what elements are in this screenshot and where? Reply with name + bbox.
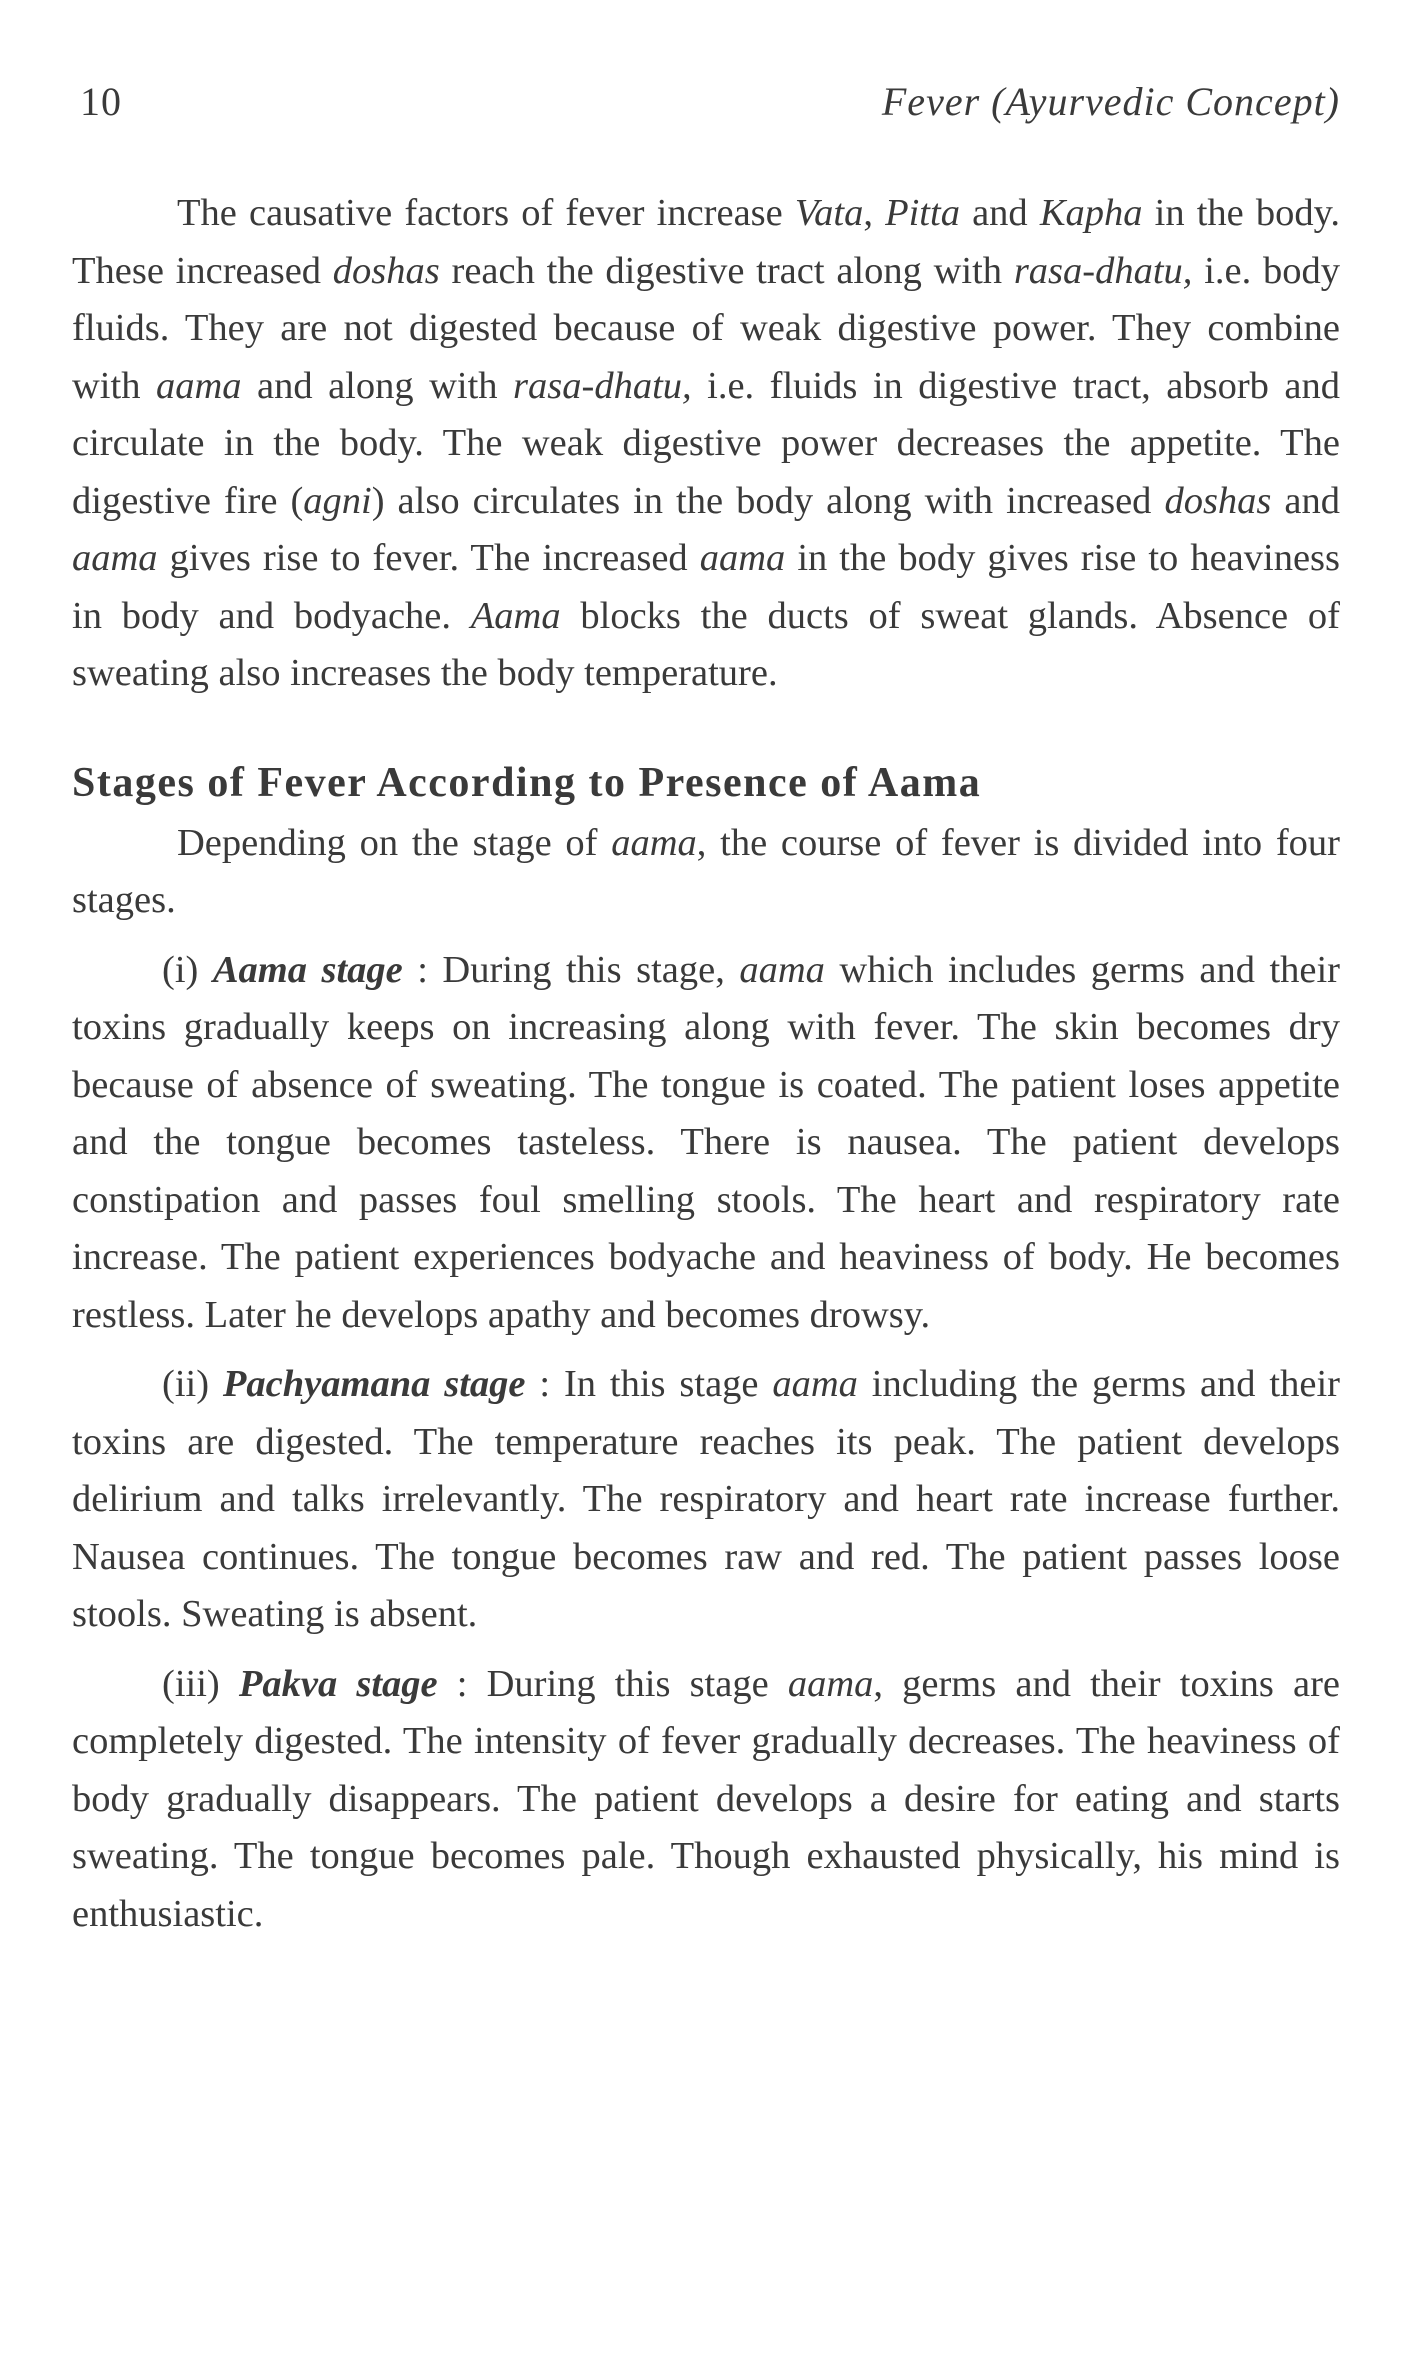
italic-term: agni [303,479,372,522]
text-run: , the course of fever is divided into four stages. [72,821,1341,921]
intro-paragraph [72,185,1340,703]
text-run: , [863,192,886,234]
text-run: in the body gives rise to heaviness in body and bodyache. [72,537,1340,637]
italic-term: rasa-dhatu, [513,364,692,407]
italic-term: aama [772,1363,858,1405]
text-run: and along with [241,364,514,407]
stage-number: (iii) [162,1662,239,1705]
text-run: : During this stage, [402,948,740,991]
section-heading: Stages of Fever According to Presence of Aama [72,759,982,806]
stage-number: (i) [162,948,213,991]
italic-term: doshas [332,249,440,292]
italic-term: doshas [1164,479,1272,522]
italic-term: Pitta [885,192,960,234]
text-run: and [1271,479,1341,522]
running-title: Fever (Ayurvedic Concept) [881,79,1340,124]
running-header [72,72,1340,132]
text-run: i.e. body fluids. They are not digested because of weak digestive power. They combine with [72,249,1340,407]
stage-number: (ii) [162,1363,223,1405]
text-run: which includes germs and their toxins gradually keeps on increasing along with fever. The skin becomes dry because of absence of sweating. The tongue is coated. The patient loses appetite and the tongue becomes tasteless. There is nausea. The patient develops constipation and passes foul smelling stools. The heart and respiratory rate increase. The patient experiences bodyache and heaviness of body. He becomes restless. Later he develops apathy and becomes drowsy. [72,948,1340,1336]
stage-paragraph [72,1356,1340,1644]
text-run: i.e. fluids in digestive tract, absorb and circulate in the body. The weak digestive power decreases the appetite. The digestive fire ( [72,364,1340,522]
text-run: including the germs and their toxins are digested. The temperature reaches its peak. The patient develops delirium and talks irrelevantly. The respiratory and heart rate increase further. Nausea continues. The tongue becomes raw and red. The patient passes loose stools. Sweating is absent. [72,1363,1340,1635]
text-run: Depending on the stage of [177,821,612,864]
text-run: : In this stage [525,1363,773,1405]
text-run: in the body. These increased [72,192,1341,292]
italic-term: Kapha [1039,192,1143,234]
text-run: : During this stage [437,1662,788,1705]
italic-term: aama [72,537,158,579]
page-body [72,185,1340,1943]
italic-term: Aama [470,594,561,637]
italic-term: aama [739,948,825,991]
italic-term: aama [155,364,242,407]
text-run: ) also circulates in the body along with increased [371,479,1165,522]
text-run: , germs and their toxins are completely digested. The intensity of fever gradually decreases. The heaviness of body gradually disappears. The patient develops a desire for eating and starts sweating. The tongue becomes pale. Though exhausted physically, his mind is enthusiastic. [72,1662,1341,1935]
section-intro-paragraph [72,815,1340,930]
italic-term: rasa-dhatu, [1013,249,1193,292]
text-run: and [959,192,1040,234]
page-number: 10 [80,79,122,124]
stage-name: Pakva stage [238,1662,438,1705]
italic-term: aama [699,537,786,579]
italic-term: Vata [794,192,864,234]
italic-term: aama [611,821,697,864]
text-run: reach the digestive tract along with [439,249,1014,292]
stage-name: Pachyamana stage [222,1363,526,1405]
text-run: blocks the ducts of sweat glands. Absence of sweating also increases the body temperature. [72,594,1340,694]
stage-paragraph [72,1656,1340,1944]
text-run: The causative factors of fever increase [177,192,795,234]
italic-term: aama [787,1662,874,1705]
stage-name: Aama stage [212,948,403,991]
text-run: gives rise to fever. The increased [157,537,700,579]
stage-paragraph [72,942,1340,1345]
